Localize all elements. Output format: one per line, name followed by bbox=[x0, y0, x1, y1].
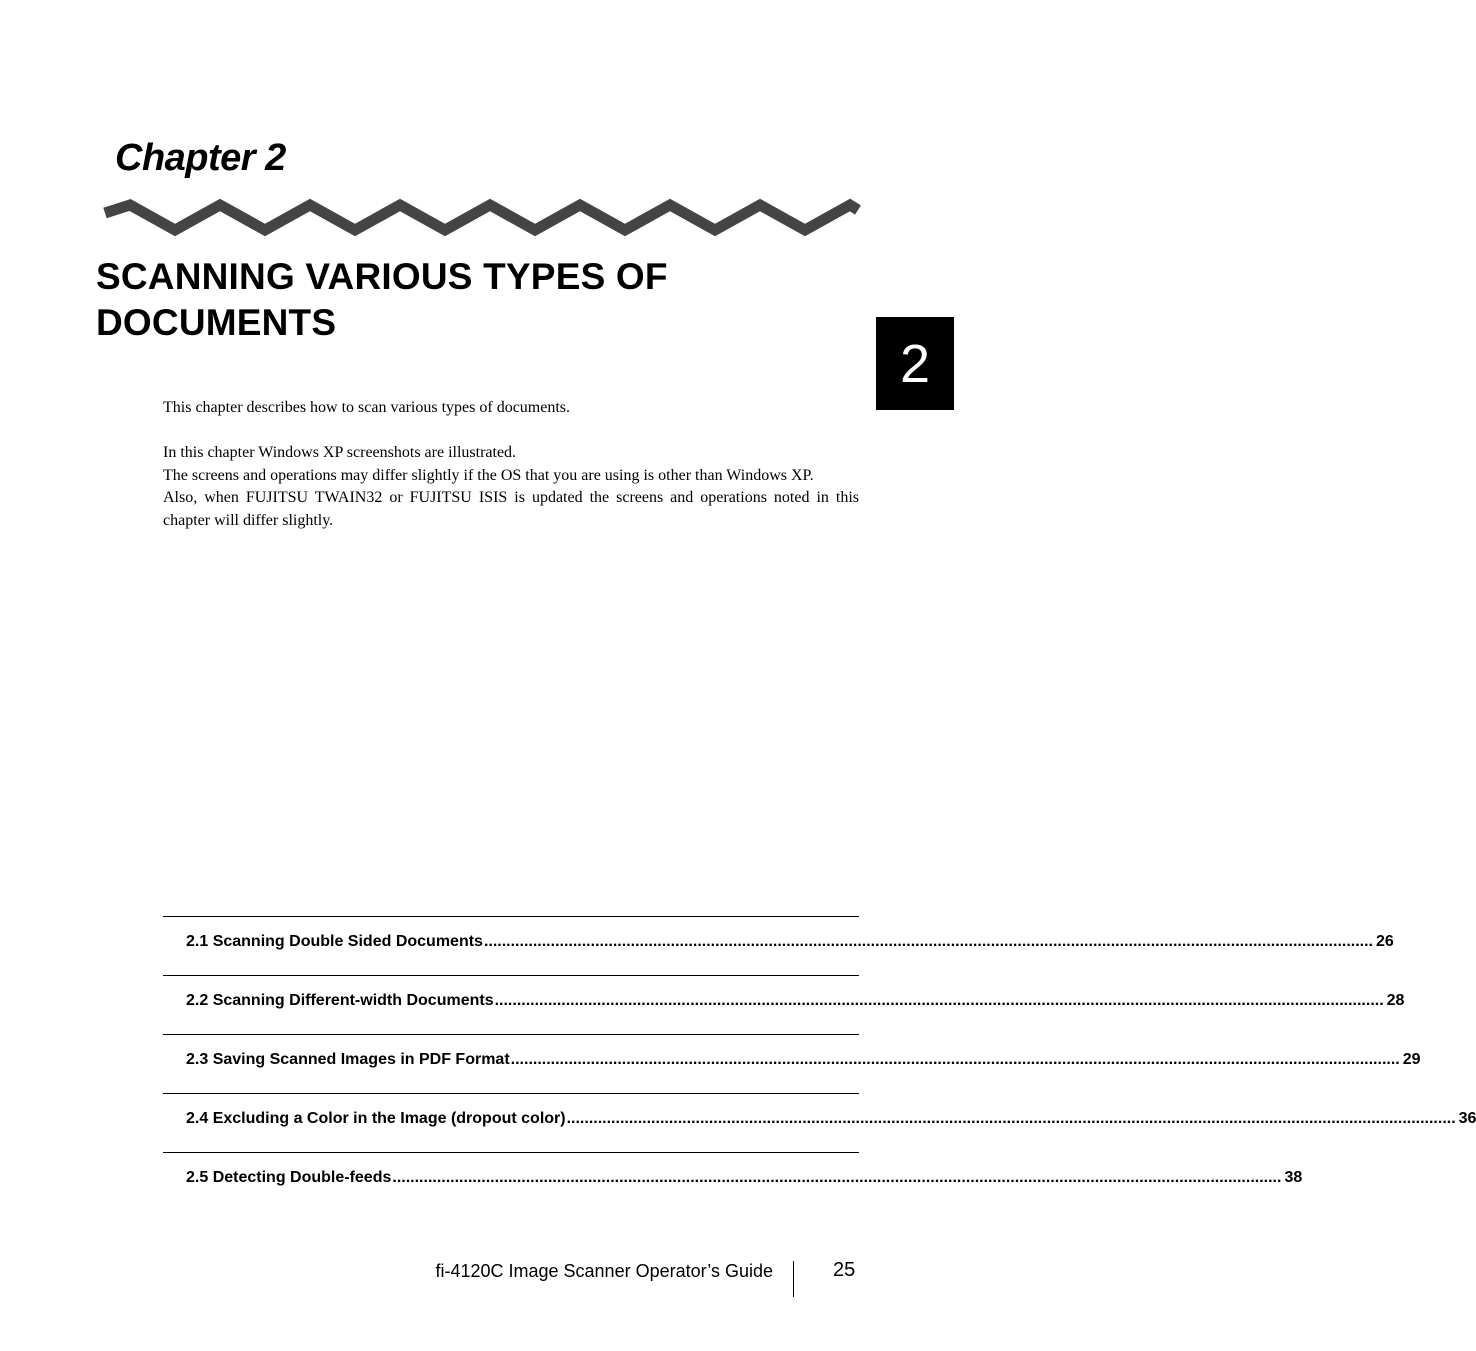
toc-entry[interactable] bbox=[163, 1035, 1421, 1094]
intro-paragraph: In this chapter Windows XP screenshots are illustrated. bbox=[163, 444, 517, 461]
toc-entry[interactable] bbox=[163, 1153, 1303, 1212]
toc-entry-title: 2.1 Scanning Double Sided Documents bbox=[186, 933, 483, 950]
toc-entry-page: 28 bbox=[1386, 992, 1405, 1009]
toc-leader-dots: ........................................................................................................................................................................................................ bbox=[566, 1110, 1456, 1127]
zigzag-ornament bbox=[100, 198, 860, 240]
toc-leader-dots: ........................................................................................................................................................................................................ bbox=[483, 933, 1373, 950]
chapter-tab-number: 2 bbox=[899, 333, 931, 394]
table-of-contents bbox=[163, 916, 1476, 1212]
toc-leader-dots: ........................................................................................................................................................................................................ bbox=[392, 1169, 1282, 1186]
toc-entry-page: 38 bbox=[1284, 1169, 1303, 1186]
toc-entry-title: 2.4 Excluding a Color in the Image (dropout color) bbox=[186, 1110, 566, 1127]
toc-leader-dots: ........................................................................................................................................................................................................ bbox=[494, 992, 1384, 1009]
intro-paragraph: Also, when FUJITSU TWAIN32 or FUJITSU ISIS is updated the screens and operations noted in this chapter will differ slightly. bbox=[163, 489, 859, 529]
toc-entry[interactable] bbox=[163, 1094, 1476, 1153]
toc-entry-title: 2.3 Saving Scanned Images in PDF Format bbox=[186, 1051, 510, 1068]
toc-leader-dots: ........................................................................................................................................................................................................ bbox=[510, 1051, 1400, 1068]
footer-guide-title: fi-4120C Image Scanner Operator’s Guide bbox=[435, 1261, 773, 1281]
toc-entry-title: 2.2 Scanning Different-width Documents bbox=[186, 992, 494, 1009]
footer-divider bbox=[793, 1261, 794, 1297]
toc-entry-page: 26 bbox=[1376, 933, 1394, 950]
toc-entry-page: 36 bbox=[1458, 1110, 1476, 1127]
intro-paragraph: This chapter describes how to scan various types of documents. bbox=[163, 399, 571, 416]
intro-text bbox=[163, 397, 859, 532]
toc-entry[interactable] bbox=[163, 917, 1394, 976]
toc-entry[interactable] bbox=[163, 976, 1405, 1035]
toc-entry-title: 2.5 Detecting Double-feeds bbox=[186, 1169, 392, 1186]
intro-paragraph: The screens and operations may differ slightly if the OS that you are using is other than Windows XP. bbox=[163, 466, 814, 484]
chapter-label: Chapter 2 bbox=[115, 137, 286, 179]
footer-page-number: 25 bbox=[833, 1259, 856, 1281]
toc-entry-page: 29 bbox=[1402, 1051, 1421, 1068]
chapter-tab bbox=[876, 317, 954, 410]
chapter-title: SCANNING VARIOUS TYPES OF DOCUMENTS bbox=[96, 256, 668, 343]
